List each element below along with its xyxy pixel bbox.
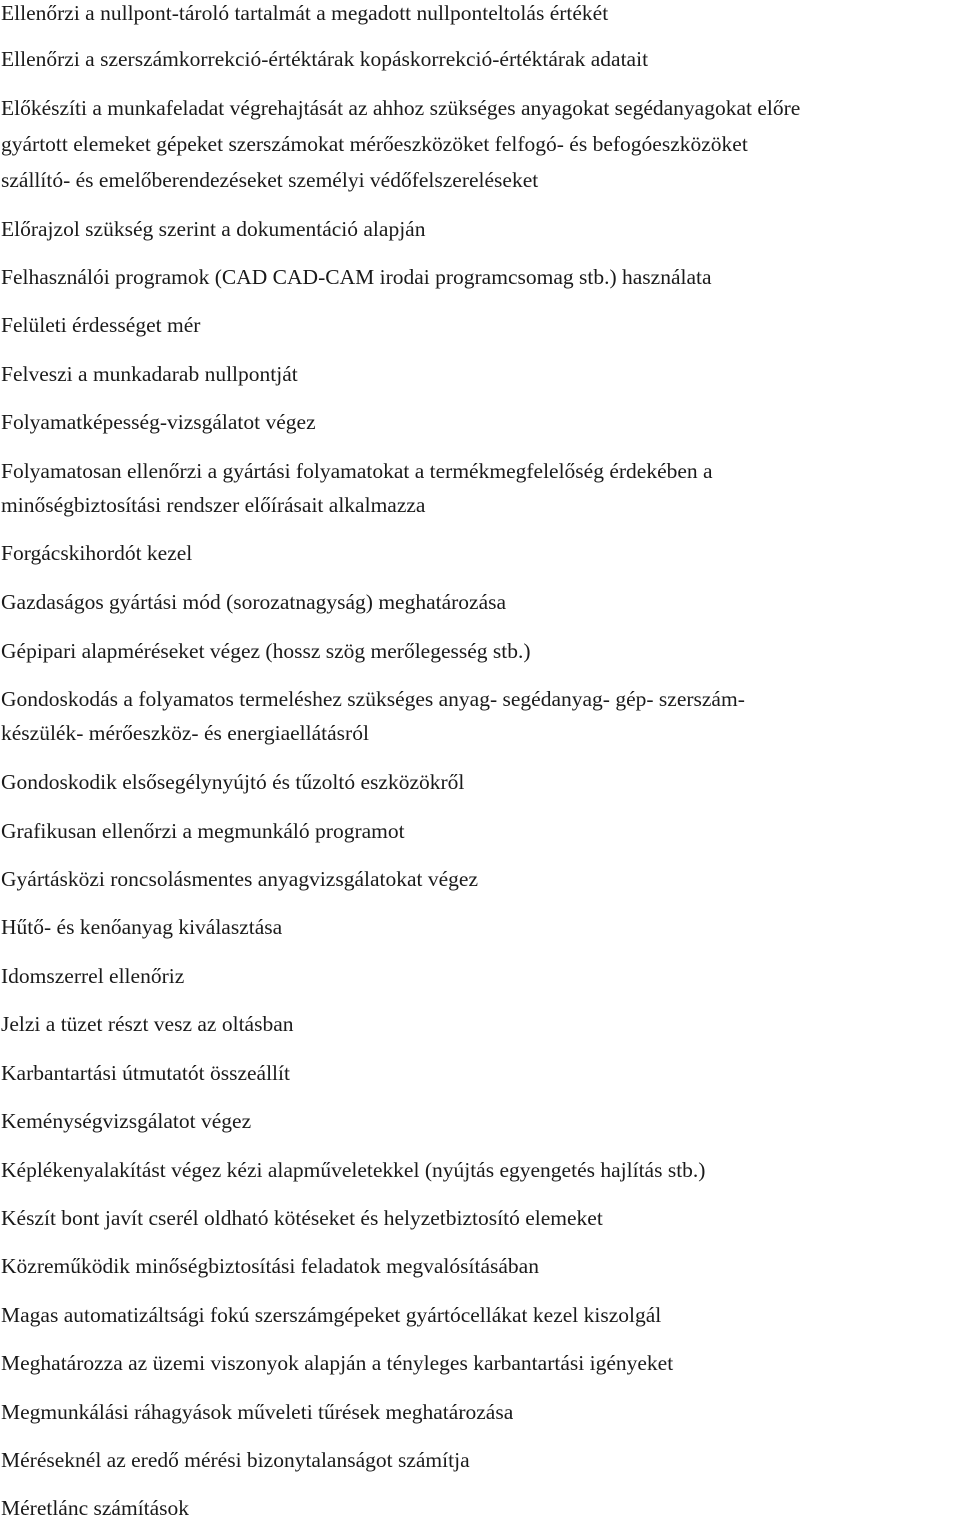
text-line: Gazdaságos gyártási mód (sorozatnagyság) meghatározása <box>1 590 507 614</box>
text-line: Hűtő- és kenőanyag kiválasztása <box>1 915 283 939</box>
text-line: Folyamatképesség-vizsgálatot végez <box>1 410 316 434</box>
text-line: Ellenőrzi a nullpont-tároló tartalmát a megadott nullponteltolás értékét <box>1 1 609 25</box>
text-line: Folyamatosan ellenőrzi a gyártási folyamatokat a termékmegfelelőség érdekében a <box>1 459 713 483</box>
text-line: Gépipari alapméréseket végez (hossz szög merőlegesség stb.) <box>1 639 531 663</box>
text-line: minőségbiztosítási rendszer előírásait alkalmazza <box>1 493 426 517</box>
text-line: Felveszi a munkadarab nullpontját <box>1 362 298 386</box>
text-line: Meghatározza az üzemi viszonyok alapján a tényleges karbantartási igényeket <box>1 1351 674 1375</box>
text-line: Előkészíti a munkafeladat végrehajtását az ahhoz szükséges anyagokat segédanyagokat előre <box>1 96 801 120</box>
text-line: készülék- mérőeszköz- és energiaellátásról <box>1 721 369 745</box>
text-line: Gyártásközi roncsolásmentes anyagvizsgálatokat végez <box>1 867 478 891</box>
text-line: Felhasználói programok (CAD CAD-CAM irodai programcsomag stb.) használata <box>1 265 712 289</box>
text-line: Előrajzol szükség szerint a dokumentáció alapján <box>1 217 426 241</box>
text-line: Keménységvizsgálatot végez <box>1 1109 252 1133</box>
text-line: Méréseknél az eredő mérési bizonytalanságot számítja <box>1 1448 470 1472</box>
text-line: Megmunkálási ráhagyások műveleti tűrések meghatározása <box>1 1400 514 1424</box>
text-line: Közreműködik minőségbiztosítási feladatok megvalósításában <box>1 1254 539 1278</box>
text-line: szállító- és emelőberendezéseket személyi védőfelszereléseket <box>1 168 539 192</box>
text-line: Idomszerrel ellenőriz <box>1 964 185 988</box>
text-line: Méretlánc számítások <box>1 1496 190 1520</box>
text-line: Gondoskodás a folyamatos termeléshez szükséges anyag- segédanyag- gép- szerszám- <box>1 687 745 711</box>
text-line: Gondoskodik elsősegélynyújtó és tűzoltó eszközökről <box>1 770 465 794</box>
text-line: Készít bont javít cserél oldható kötéseket és helyzetbiztosító elemeket <box>1 1206 603 1230</box>
text-line: Felületi érdességet mér <box>1 313 201 337</box>
text-line: Magas automatizáltsági fokú szerszámgépeket gyártócellákat kezel kiszolgál <box>1 1303 662 1327</box>
text-line: Forgácskihordót kezel <box>1 541 193 565</box>
text-line: Jelzi a tüzet részt vesz az oltásban <box>1 1012 294 1036</box>
text-line: gyártott elemeket gépeket szerszámokat mérőeszközöket felfogó- és befogóeszközöket <box>1 132 748 156</box>
text-line: Grafikusan ellenőrzi a megmunkáló programot <box>1 819 405 843</box>
text-line: Karbantartási útmutatót összeállít <box>1 1061 290 1085</box>
text-line: Ellenőrzi a szerszámkorrekció-értéktárak kopáskorrekció-értéktárak adatait <box>1 47 649 71</box>
text-line: Képlékenyalakítást végez kézi alapműveletekkel (nyújtás egyengetés hajlítás stb.) <box>1 1158 706 1182</box>
